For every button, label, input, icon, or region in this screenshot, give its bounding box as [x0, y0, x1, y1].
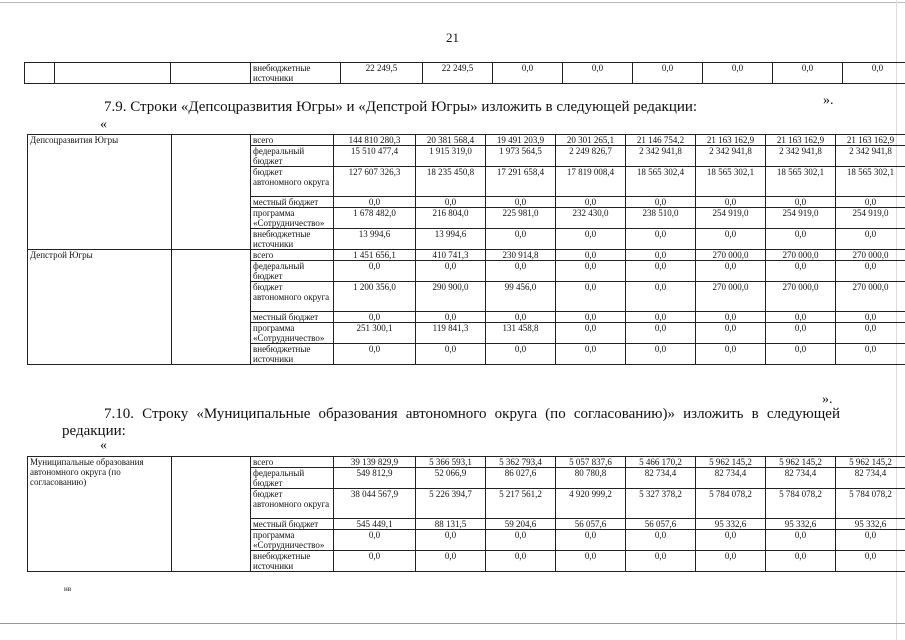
row-label: федеральный бюджет: [251, 146, 334, 167]
value-cell: 254 919,0: [836, 208, 905, 229]
value-cell: 254 919,0: [696, 208, 766, 229]
value-cell: 0,0: [773, 63, 843, 84]
value-cell: 0,0: [486, 344, 556, 365]
value-cell: 99 456,0: [486, 282, 556, 312]
value-cell: 0,0: [626, 250, 696, 261]
value-cell: 22 249,5: [423, 63, 493, 84]
value-cell: 82 734,4: [696, 468, 766, 489]
value-cell: 4 920 999,2: [556, 489, 626, 519]
value-cell: 82 734,4: [836, 468, 905, 489]
value-cell: 0,0: [556, 261, 626, 282]
value-cell: 38 044 567,9: [334, 489, 416, 519]
empty-cell: [171, 63, 251, 84]
value-cell: 0,0: [334, 344, 416, 365]
value-cell: 0,0: [334, 261, 416, 282]
row-label: местный бюджет: [251, 519, 334, 530]
value-cell: 127 607 326,3: [334, 167, 416, 197]
scan-artifact-bottom: [0, 623, 905, 624]
value-cell: 0,0: [556, 344, 626, 365]
value-cell: 0,0: [416, 197, 486, 208]
value-cell: 5 057 837,6: [556, 457, 626, 468]
value-cell: 5 466 170,2: [626, 457, 696, 468]
value-cell: 230 914,8: [486, 250, 556, 261]
value-cell: 270 000,0: [766, 250, 836, 261]
value-cell: 82 734,4: [626, 468, 696, 489]
value-cell: 0,0: [696, 344, 766, 365]
value-cell: 52 066,9: [416, 468, 486, 489]
value-cell: 5 327 378,2: [626, 489, 696, 519]
row-label: внебюджетные источники: [251, 551, 334, 572]
value-cell: 0,0: [556, 282, 626, 312]
row-label: внебюджетные источники: [251, 229, 334, 250]
row-label: программа «Сотрудничество»: [251, 323, 334, 344]
value-cell: 5 217 561,2: [486, 489, 556, 519]
value-cell: 21 163 162,9: [836, 135, 905, 146]
scan-artifact-top: [0, 2, 905, 3]
empty-cell: [172, 135, 251, 250]
row-label: федеральный бюджет: [251, 261, 334, 282]
value-cell: 2 249 826,7: [556, 146, 626, 167]
value-cell: 131 458,8: [486, 323, 556, 344]
value-cell: 82 734,4: [766, 468, 836, 489]
entity-name-cell: Депсоцразвития Югры: [28, 135, 172, 250]
value-cell: 2 342 941,8: [766, 146, 836, 167]
section-7-10-heading-line2: редакции:: [62, 423, 126, 439]
value-cell: 270 000,0: [836, 282, 905, 312]
value-cell: 270 000,0: [696, 282, 766, 312]
value-cell: 0,0: [836, 229, 905, 250]
row-label: всего: [251, 457, 334, 468]
value-cell: 410 741,3: [416, 250, 486, 261]
empty-cell: [25, 63, 55, 84]
value-cell: 5 362 793,4: [486, 457, 556, 468]
row-label: бюджет автономного округа: [251, 167, 334, 197]
value-cell: 18 235 450,8: [416, 167, 486, 197]
value-cell: 56 057,6: [556, 519, 626, 530]
value-cell: 0,0: [416, 530, 486, 551]
value-cell: 95 332,6: [836, 519, 905, 530]
value-cell: 0,0: [334, 197, 416, 208]
value-cell: 0,0: [556, 250, 626, 261]
value-cell: 0,0: [626, 530, 696, 551]
value-cell: 0,0: [766, 312, 836, 323]
value-cell: 0,0: [766, 323, 836, 344]
value-cell: 549 812,9: [334, 468, 416, 489]
value-cell: 0,0: [843, 63, 905, 84]
value-cell: 0,0: [626, 323, 696, 344]
value-cell: 22 249,5: [341, 63, 423, 84]
value-cell: 5 784 078,2: [696, 489, 766, 519]
value-cell: 0,0: [556, 197, 626, 208]
value-cell: 0,0: [696, 530, 766, 551]
row-label: программа «Сотрудничество»: [251, 530, 334, 551]
value-cell: 119 841,3: [416, 323, 486, 344]
value-cell: 144 810 280,3: [334, 135, 416, 146]
value-cell: 0,0: [556, 551, 626, 572]
value-cell: 18 565 302,1: [836, 167, 905, 197]
value-cell: 545 449,1: [334, 519, 416, 530]
value-cell: 19 491 203,9: [486, 135, 556, 146]
section-7-10-heading-line1: 7.10. Строку «Муниципальные образования автономного округа (по согласованию)» изложить в следующей: [104, 406, 840, 422]
value-cell: 0,0: [766, 530, 836, 551]
value-cell: 0,0: [766, 344, 836, 365]
value-cell: 5 962 145,2: [766, 457, 836, 468]
value-cell: 1 915 319,0: [416, 146, 486, 167]
value-cell: 0,0: [766, 229, 836, 250]
value-cell: 17 291 658,4: [486, 167, 556, 197]
value-cell: 254 919,0: [766, 208, 836, 229]
value-cell: 5 784 078,2: [836, 489, 905, 519]
value-cell: 5 962 145,2: [836, 457, 905, 468]
row-label: местный бюджет: [251, 197, 334, 208]
value-cell: 251 300,1: [334, 323, 416, 344]
value-cell: 0,0: [416, 551, 486, 572]
value-cell: 0,0: [836, 261, 905, 282]
value-cell: 0,0: [626, 261, 696, 282]
value-cell: 0,0: [486, 551, 556, 572]
value-cell: 0,0: [836, 197, 905, 208]
row-label: бюджет автономного округа: [251, 282, 334, 312]
value-cell: 0,0: [696, 551, 766, 572]
value-cell: 270 000,0: [836, 250, 905, 261]
top-table-fragment: [24, 62, 905, 84]
table-row: [28, 250, 905, 261]
value-cell: 39 139 829,9: [334, 457, 416, 468]
row-label: всего: [251, 135, 334, 146]
value-cell: 0,0: [696, 229, 766, 250]
row-label: внебюджетные источники: [251, 344, 334, 365]
value-cell: 18 565 302,1: [696, 167, 766, 197]
empty-cell: [55, 63, 171, 84]
value-cell: 0,0: [334, 551, 416, 572]
section-7-10-open-quote: «: [100, 438, 107, 453]
section-7-9-table: [27, 134, 905, 365]
value-cell: 20 301 265,1: [556, 135, 626, 146]
section-7-9-open-quote: «: [100, 117, 107, 132]
value-cell: 88 131,5: [416, 519, 486, 530]
value-cell: 0,0: [836, 530, 905, 551]
value-cell: 0,0: [493, 63, 563, 84]
value-cell: 0,0: [766, 197, 836, 208]
value-cell: 0,0: [626, 282, 696, 312]
value-cell: 238 510,0: [626, 208, 696, 229]
value-cell: 0,0: [486, 229, 556, 250]
value-cell: 56 057,6: [626, 519, 696, 530]
section-7-10-table: [27, 456, 905, 572]
row-label: внебюджетные источники: [251, 63, 341, 84]
value-cell: 0,0: [696, 197, 766, 208]
entity-name-cell: Депстрой Югры: [28, 250, 172, 365]
value-cell: 270 000,0: [766, 282, 836, 312]
value-cell: 0,0: [416, 312, 486, 323]
section-7-9-heading: 7.9. Строки «Депсоцразвития Югры» и «Депстрой Югры» изложить в следующей редакции:: [104, 99, 698, 115]
value-cell: 13 994,6: [416, 229, 486, 250]
value-cell: 0,0: [696, 261, 766, 282]
value-cell: 0,0: [556, 229, 626, 250]
value-cell: 18 565 302,4: [626, 167, 696, 197]
row-label: всего: [251, 250, 334, 261]
value-cell: 0,0: [334, 530, 416, 551]
value-cell: 216 804,0: [416, 208, 486, 229]
value-cell: 0,0: [696, 312, 766, 323]
section-7-9-close-quote: ».: [822, 392, 833, 407]
value-cell: 0,0: [486, 261, 556, 282]
footnote-mark: нв: [64, 585, 72, 593]
value-cell: 0,0: [563, 63, 633, 84]
value-cell: 80 780,8: [556, 468, 626, 489]
value-cell: 0,0: [626, 551, 696, 572]
value-cell: 0,0: [626, 344, 696, 365]
value-cell: 21 146 754,2: [626, 135, 696, 146]
value-cell: 1 678 482,0: [334, 208, 416, 229]
value-cell: 95 332,6: [696, 519, 766, 530]
entity-name-cell: Муниципальные образования автономного округа (по согласованию): [28, 457, 172, 572]
value-cell: 18 565 302,1: [766, 167, 836, 197]
section-7-8-close-quote: ».: [823, 93, 834, 108]
table-row: [28, 135, 905, 146]
value-cell: 0,0: [836, 312, 905, 323]
value-cell: 232 430,0: [556, 208, 626, 229]
value-cell: 21 163 162,9: [766, 135, 836, 146]
value-cell: 0,0: [836, 344, 905, 365]
value-cell: 0,0: [556, 530, 626, 551]
value-cell: 0,0: [486, 312, 556, 323]
value-cell: 225 981,0: [486, 208, 556, 229]
row-label: местный бюджет: [251, 312, 334, 323]
value-cell: 15 510 477,4: [334, 146, 416, 167]
value-cell: 0,0: [416, 261, 486, 282]
value-cell: 0,0: [486, 197, 556, 208]
value-cell: 1 200 356,0: [334, 282, 416, 312]
value-cell: 0,0: [703, 63, 773, 84]
value-cell: 0,0: [626, 312, 696, 323]
value-cell: 0,0: [766, 551, 836, 572]
value-cell: 21 163 162,9: [696, 135, 766, 146]
value-cell: 2 342 941,8: [626, 146, 696, 167]
value-cell: 20 381 568,4: [416, 135, 486, 146]
value-cell: 0,0: [766, 261, 836, 282]
table-row: [28, 457, 905, 468]
value-cell: 0,0: [334, 312, 416, 323]
value-cell: 0,0: [836, 551, 905, 572]
value-cell: 0,0: [626, 229, 696, 250]
value-cell: 0,0: [633, 63, 703, 84]
page-number: 21: [446, 30, 459, 45]
value-cell: 290 900,0: [416, 282, 486, 312]
value-cell: 59 204,6: [486, 519, 556, 530]
value-cell: 17 819 008,4: [556, 167, 626, 197]
value-cell: 270 000,0: [696, 250, 766, 261]
value-cell: 13 994,6: [334, 229, 416, 250]
value-cell: 0,0: [486, 530, 556, 551]
table-row: [25, 63, 905, 84]
value-cell: 2 342 941,8: [836, 146, 905, 167]
empty-cell: [172, 457, 251, 572]
value-cell: 1 973 564,5: [486, 146, 556, 167]
value-cell: 95 332,6: [766, 519, 836, 530]
value-cell: 0,0: [556, 323, 626, 344]
row-label: программа «Сотрудничество»: [251, 208, 334, 229]
value-cell: 5 784 078,2: [766, 489, 836, 519]
value-cell: 5 366 593,1: [416, 457, 486, 468]
value-cell: 86 027,6: [486, 468, 556, 489]
value-cell: 5 226 394,7: [416, 489, 486, 519]
value-cell: 0,0: [626, 197, 696, 208]
value-cell: 5 962 145,2: [696, 457, 766, 468]
value-cell: 0,0: [416, 344, 486, 365]
value-cell: 1 451 656,1: [334, 250, 416, 261]
row-label: бюджет автономного округа: [251, 489, 334, 519]
row-label: федеральный бюджет: [251, 468, 334, 489]
empty-cell: [172, 250, 251, 365]
value-cell: 2 342 941,8: [696, 146, 766, 167]
value-cell: 0,0: [836, 323, 905, 344]
value-cell: 0,0: [696, 323, 766, 344]
value-cell: 0,0: [556, 312, 626, 323]
